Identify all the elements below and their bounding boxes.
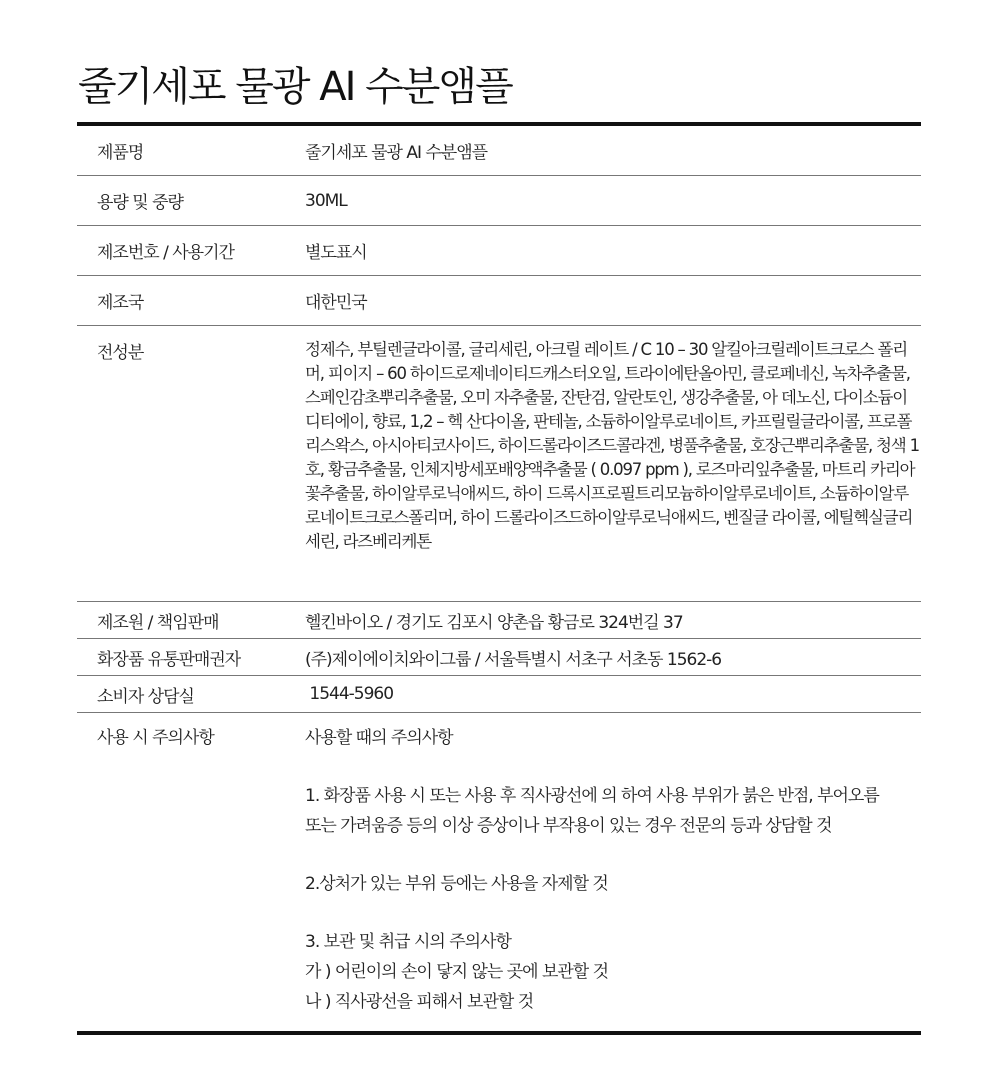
spec-label: 제조원 / 책임판매 — [97, 612, 219, 633]
spec-row-manufacturer — [77, 602, 921, 639]
spacer — [305, 899, 917, 927]
caution-item-3-a: 가 ) 어린이의 손이 닿지 않는 곳에 보관할 것 — [305, 962, 609, 982]
spec-row-distributor — [77, 639, 921, 676]
spec-value: 줄기세포 물광 AI 수분앰플 — [305, 143, 488, 163]
ingredients-list: 정제수, 부틸렌글라이콜, 글리세린, 아크릴 레이트 / C 10 – 30 알킬아크릴레이트크로스 폴리머, 피이지 – 60 하이드로제네이티드캐스터오일, 트라이에탄올아민, 클로페네신, 녹차추출물, 스페인감초뿌리추출물, 오미 자추출물, 잔탄검, 알란토인, 생강추출물, 아 데노신, 다이소듐이디티에이, 향료, 1,2 – 헥 산다이올, 판테놀, 소듐하이알루로네이트, 카프릴릴글라이콜, 프로폴리스왁스, 아시아티코사이드, 하이드롤라이즈드콜라겐, 병풀추출물, 호장근뿌리추출물, 청색 1 호, 황금추출물, 인체지방세포배양액추출물 ( 0.097 ppm ), 로즈마리잎추출물, 마트리 카리아꽃추출물, 하이알루로닉애씨드, 하이 드록시프로필트리모늄하이알루로네이트, 소듐하이알루로네이트크로스폴리머, 하이 드롤라이즈드하이알루로닉애씨드, 벤질글 라이콜, 에틸헥실글리세린, 라즈베리케톤 — [305, 340, 919, 551]
spec-label: 제조국 — [97, 293, 144, 313]
spec-value: 대한민국 — [305, 293, 367, 313]
spec-label: 소비자 상담실 — [97, 686, 194, 707]
spec-label: 용량 및 중량 — [97, 193, 183, 213]
spec-value: (주)제이에이치와이그룹 / 서울특별시 서초구 서초동 1562-6 — [305, 649, 722, 670]
spec-label: 사용 시 주의사항 — [97, 728, 214, 748]
caution-item-3-b: 나 ) 직사광선을 피해서 보관할 것 — [305, 992, 534, 1012]
spec-label: 전성분 — [97, 343, 144, 363]
cautions-heading: 사용할 때의 주의사항 — [305, 728, 453, 748]
spec-label: 제품명 — [97, 143, 144, 163]
spec-value: 1544-5960 — [305, 684, 394, 704]
spec-row-ingredients — [77, 326, 921, 602]
spacer — [305, 841, 917, 869]
caution-item-1: 1. 화장품 사용 시 또는 사용 후 직사광선에 의 하여 사용 부위가 붉은 반점, 부어오름 — [305, 786, 879, 806]
spec-label: 제조번호 / 사용기간 — [97, 243, 234, 263]
spec-value: 헬킨바이오 / 경기도 김포시 양촌읍 황금로 324번길 37 — [305, 612, 683, 633]
spacer — [305, 753, 917, 781]
page-title: 줄기세포 물광 AI 수분앰플 — [78, 64, 512, 110]
caution-item-3-heading: 3. 보관 및 취급 시의 주의사항 — [305, 932, 511, 952]
spec-row-origin — [77, 276, 921, 326]
spec-row-product-name — [77, 126, 921, 176]
spec-row-consumer-center — [77, 676, 921, 713]
product-spec-table — [77, 126, 921, 1033]
caution-item-2: 2.상처가 있는 부위 등에는 사용을 자제할 것 — [305, 874, 608, 894]
spec-value: 별도표시 — [305, 243, 367, 263]
spec-row-capacity — [77, 176, 921, 226]
caution-item-1-cont: 또는 가려움증 등의 이상 증상이나 부작용이 있는 경우 전문의 등과 상담할 것 — [305, 816, 832, 836]
cautions-body — [305, 713, 921, 1017]
spec-row-lot-expiry — [77, 226, 921, 276]
bottom-divider — [77, 1031, 921, 1035]
spec-label: 화장품 유통판매권자 — [97, 649, 241, 670]
spec-row-cautions — [77, 713, 921, 1033]
spec-value: 30ML — [305, 190, 347, 211]
